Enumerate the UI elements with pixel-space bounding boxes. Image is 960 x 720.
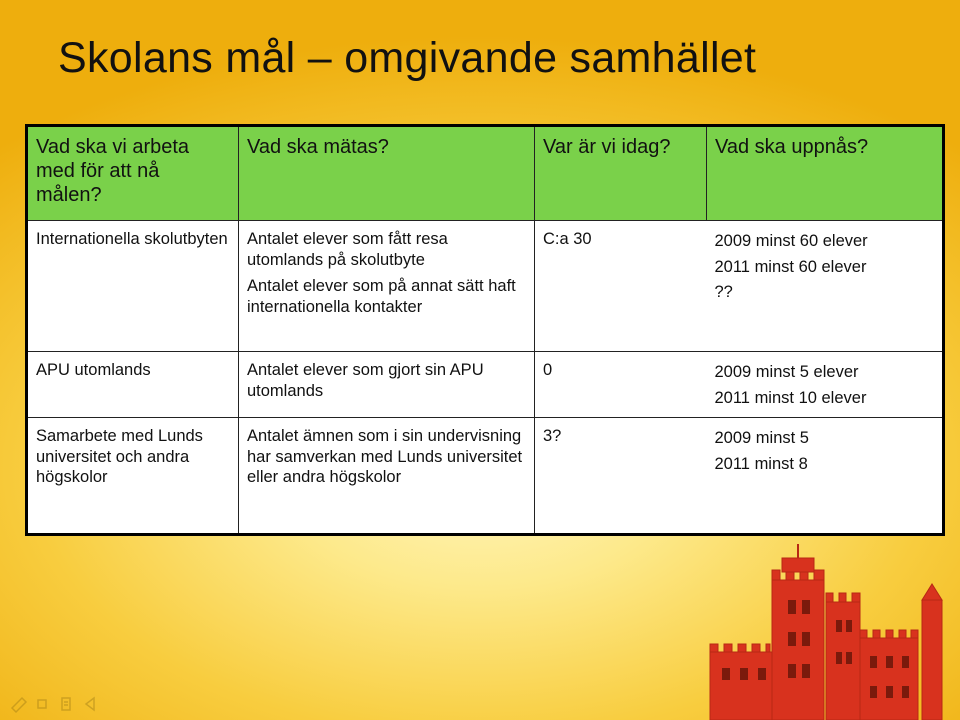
target-line: 2011 minst 8 <box>714 454 808 473</box>
target-line: 2011 minst 10 elever <box>714 388 867 407</box>
goal-cell: Samarbete med Lunds universitet och andra högskolor <box>27 418 239 535</box>
table-row <box>27 221 944 352</box>
header-work-on: Vad ska vi arbeta med för att nå målen? <box>27 126 239 221</box>
slide-nav-icons <box>8 694 108 714</box>
goal-cell: Internationella skolutbyten <box>27 221 239 352</box>
table-header-row <box>27 126 944 221</box>
measure-line: Antalet elever som fått resa utomlands på skolutbyte <box>247 230 448 269</box>
target-line: 2009 minst 5 <box>714 429 809 448</box>
target-cell <box>707 352 944 418</box>
target-line: 2009 minst 5 elever <box>714 363 859 381</box>
goals-table <box>25 124 945 536</box>
header-target: Vad ska uppnås? <box>707 126 944 221</box>
measure-line: Antalet ämnen som i sin undervisning har samverkan med Lunds universitet eller andra högskolor <box>247 427 523 487</box>
measure-line: Antalet elever som gjort sin APU utomlands <box>247 361 484 400</box>
target-line: ?? <box>714 283 733 302</box>
measure-cell <box>239 418 535 535</box>
target-cell <box>707 221 944 352</box>
slide-title: Skolans mål – omgivande samhället <box>58 34 757 82</box>
goal-cell: APU utomlands <box>27 352 239 418</box>
target-cell <box>707 418 944 535</box>
measure-line: Antalet elever som på annat sätt haft internationella kontakter <box>247 277 516 316</box>
measure-cell <box>239 352 535 418</box>
measure-cell <box>239 221 535 352</box>
current-cell: C:a 30 <box>535 221 707 352</box>
current-cell: 0 <box>535 352 707 418</box>
current-cell: 3? <box>535 418 707 535</box>
castle-illustration <box>690 540 960 720</box>
target-line: 2009 minst 60 elever <box>714 232 868 250</box>
header-measure: Vad ska mätas? <box>239 126 535 221</box>
table-row <box>27 352 944 418</box>
table-row <box>27 418 944 535</box>
target-line: 2011 minst 60 elever <box>714 257 867 276</box>
header-current: Var är vi idag? <box>535 126 707 221</box>
